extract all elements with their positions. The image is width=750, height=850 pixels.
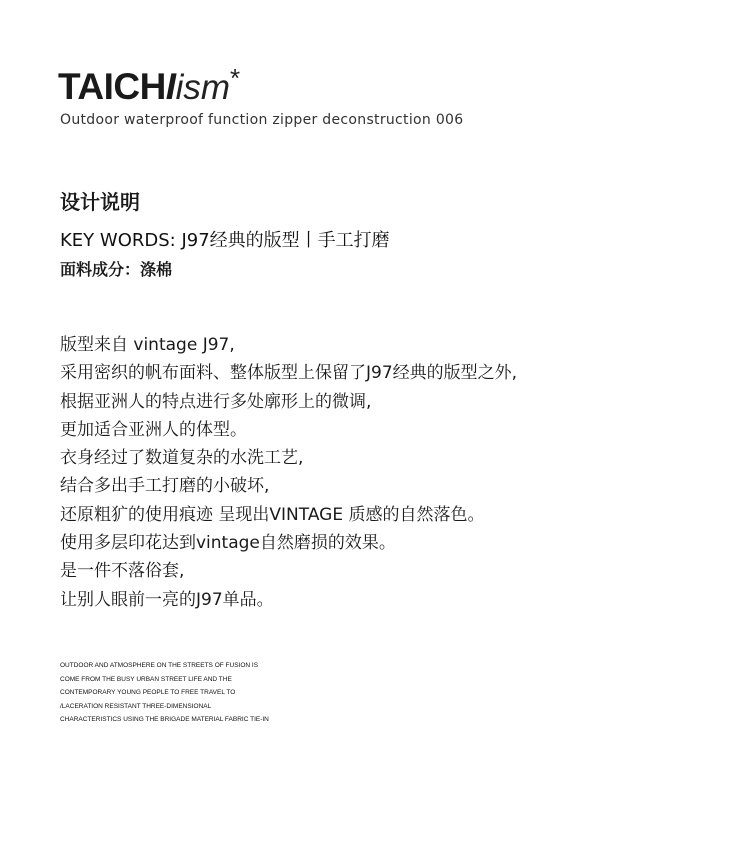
english-line: OUTDOOR AND ATMOSPHERE ON THE STREETS OF FUSION IS xyxy=(60,662,259,669)
english-line: CHARACTERISTICS USING THE BRIGADE MATERIAL FABRIC TIE-IN xyxy=(60,716,269,724)
english-line: COME FROM THE BUSY URBAN STREET LIFE AND THE xyxy=(60,675,232,683)
brand-logo xyxy=(58,63,241,107)
body-line: 让别人眼前一亮的J97单品。 xyxy=(60,589,274,610)
logo-light-text: ism xyxy=(175,68,231,107)
body-line: 是一件不落俗套, xyxy=(60,561,185,582)
section-heading: 设计说明 xyxy=(60,190,140,214)
english-line: /LACERATION RESISTANT THREE-DIMENSIONAL xyxy=(60,702,212,710)
description-body xyxy=(60,331,517,614)
logo-bold-text: TAICH xyxy=(58,66,166,107)
body-line: 使用多层印花达到vintage自然磨损的效果。 xyxy=(60,533,396,554)
body-line: 根据亚洲人的特点进行多处廓形上的微调, xyxy=(60,391,372,412)
body-line: 衣身经过了数道复杂的水洗工艺, xyxy=(60,448,304,469)
body-line: 结合多出手工打磨的小破坏, xyxy=(60,476,270,497)
keywords-line: KEY WORDS: J97经典的版型丨手工打磨 xyxy=(60,230,390,251)
logo-slash-text: I xyxy=(165,66,176,107)
body-line: 采用密织的帆布面料、整体版型上保留了J97经典的版型之外, xyxy=(60,363,518,384)
body-line: 还原粗犷的使用痕迹 呈现出VINTAGE 质感的自然落色。 xyxy=(60,504,485,525)
body-line: 版型来自 vintage J97, xyxy=(60,335,235,355)
logo-star: * xyxy=(230,63,241,93)
body-line: 更加适合亚洲人的体型。 xyxy=(60,419,247,440)
english-line: CONTEMPORARY YOUNG PEOPLE TO FREE TRAVEL TO xyxy=(60,689,236,697)
page-subtitle: Outdoor waterproof function zipper deconstruction 006 xyxy=(60,112,464,128)
material-line: 面料成分：涤棉 xyxy=(60,260,173,279)
english-description xyxy=(60,659,269,727)
